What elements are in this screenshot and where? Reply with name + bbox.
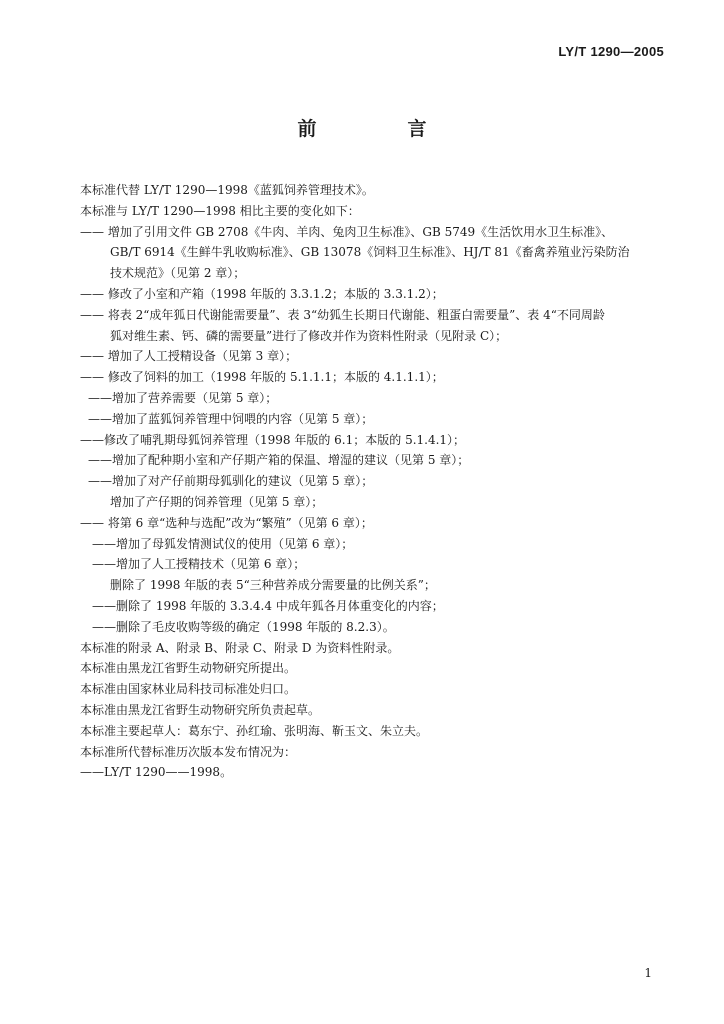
list-item-continuation: GB/T 6914《生鲜牛乳收购标准》、GB 13078《饲料卫生标准》、HJ/T 81《畜禽养殖业污染防治 [110, 245, 630, 260]
list-item-continuation: 技术规范》（见第 2 章）； [110, 266, 246, 281]
list-item: ——增加了配种期小室和产仔期产箱的保温、增湿的建议（见第 5 章）； [88, 453, 470, 468]
list-item: ——增加了蓝狐饲养管理中饲喂的内容（见第 5 章）； [88, 411, 374, 426]
list-item: ——修改了哺乳期母狐饲养管理（1998 年版的 6.1；本版的 5.1.4.1）； [80, 432, 466, 447]
text-line: 本标准的附录 A、附录 B、附录 C、附录 D 为资料性附录。 [80, 640, 400, 655]
list-item: —— 将第 6 章“选种与选配”改为“繁殖”（见第 6 章）； [80, 515, 373, 530]
list-item: 增加了产仔期的饲养管理（见第 5 章）； [110, 494, 324, 509]
list-item: ——删除了毛皮收购等级的确定（1998 年版的 8.2.3）。 [92, 619, 395, 634]
list-item: —— 增加了引用文件 GB 2708《牛肉、羊肉、兔肉卫生标准》、GB 5749《生活饮用水卫生标准》、 [80, 224, 614, 239]
list-item: —— 修改了饲料的加工（1998 年版的 5.1.1.1；本版的 4.1.1.1）； [80, 370, 444, 385]
text-line: 本标准与 LY/T 1290—1998 相比主要的变化如下： [80, 203, 360, 218]
list-item: ——删除了 1998 年版的 3.3.4.4 中成年狐各月体重变化的内容； [92, 598, 444, 613]
list-item: 删除了 1998 年版的表 5“三种营养成分需要量的比例关系”； [110, 578, 436, 593]
list-item: ——增加了营养需要（见第 5 章）； [88, 390, 278, 405]
text-line: 本标准由国家林业局科技司标准处归口。 [80, 682, 297, 697]
list-item-continuation: 狐对维生素、钙、磷的需要量”进行了修改并作为资料性附录（见附录 C）； [110, 328, 508, 343]
document-body [80, 180, 680, 783]
list-item: —— 增加了人工授精设备（见第 3 章）； [80, 349, 298, 364]
text-line: 本标准由黑龙江省野生动物研究所提出。 [80, 661, 297, 676]
list-item: ——增加了母狐发情测试仪的使用（见第 6 章）； [92, 536, 354, 551]
text-line: 本标准由黑龙江省野生动物研究所负责起草。 [80, 702, 321, 717]
list-item: ——增加了人工授精技术（见第 6 章）； [92, 557, 306, 572]
list-item: —— 将表 2“成年狐日代谢能需要量”、表 3“幼狐生长期日代谢能、粗蛋白需要量”、表 4“不同周龄 [80, 307, 605, 322]
standard-code: LY/T 1290—2005 [558, 44, 664, 59]
list-item: ——增加了对产仔前期母狐驯化的建议（见第 5 章）； [88, 474, 374, 489]
text-line: 本标准主要起草人：葛东宁、孙红瑜、张明海、靳玉文、朱立夫。 [80, 723, 429, 738]
text-line: 本标准所代替标准历次版本发布情况为： [80, 744, 297, 759]
text-line: 本标准代替 LY/T 1290—1998《蓝狐饲养管理技术》。 [80, 183, 374, 197]
list-item: —— 修改了小室和产箱（1998 年版的 3.3.1.2；本版的 3.3.1.2）； [80, 286, 444, 301]
section-title: 前 言 [297, 118, 463, 140]
page-number: 1 [644, 966, 652, 980]
list-item: ——LY/T 1290——1998。 [80, 765, 233, 780]
